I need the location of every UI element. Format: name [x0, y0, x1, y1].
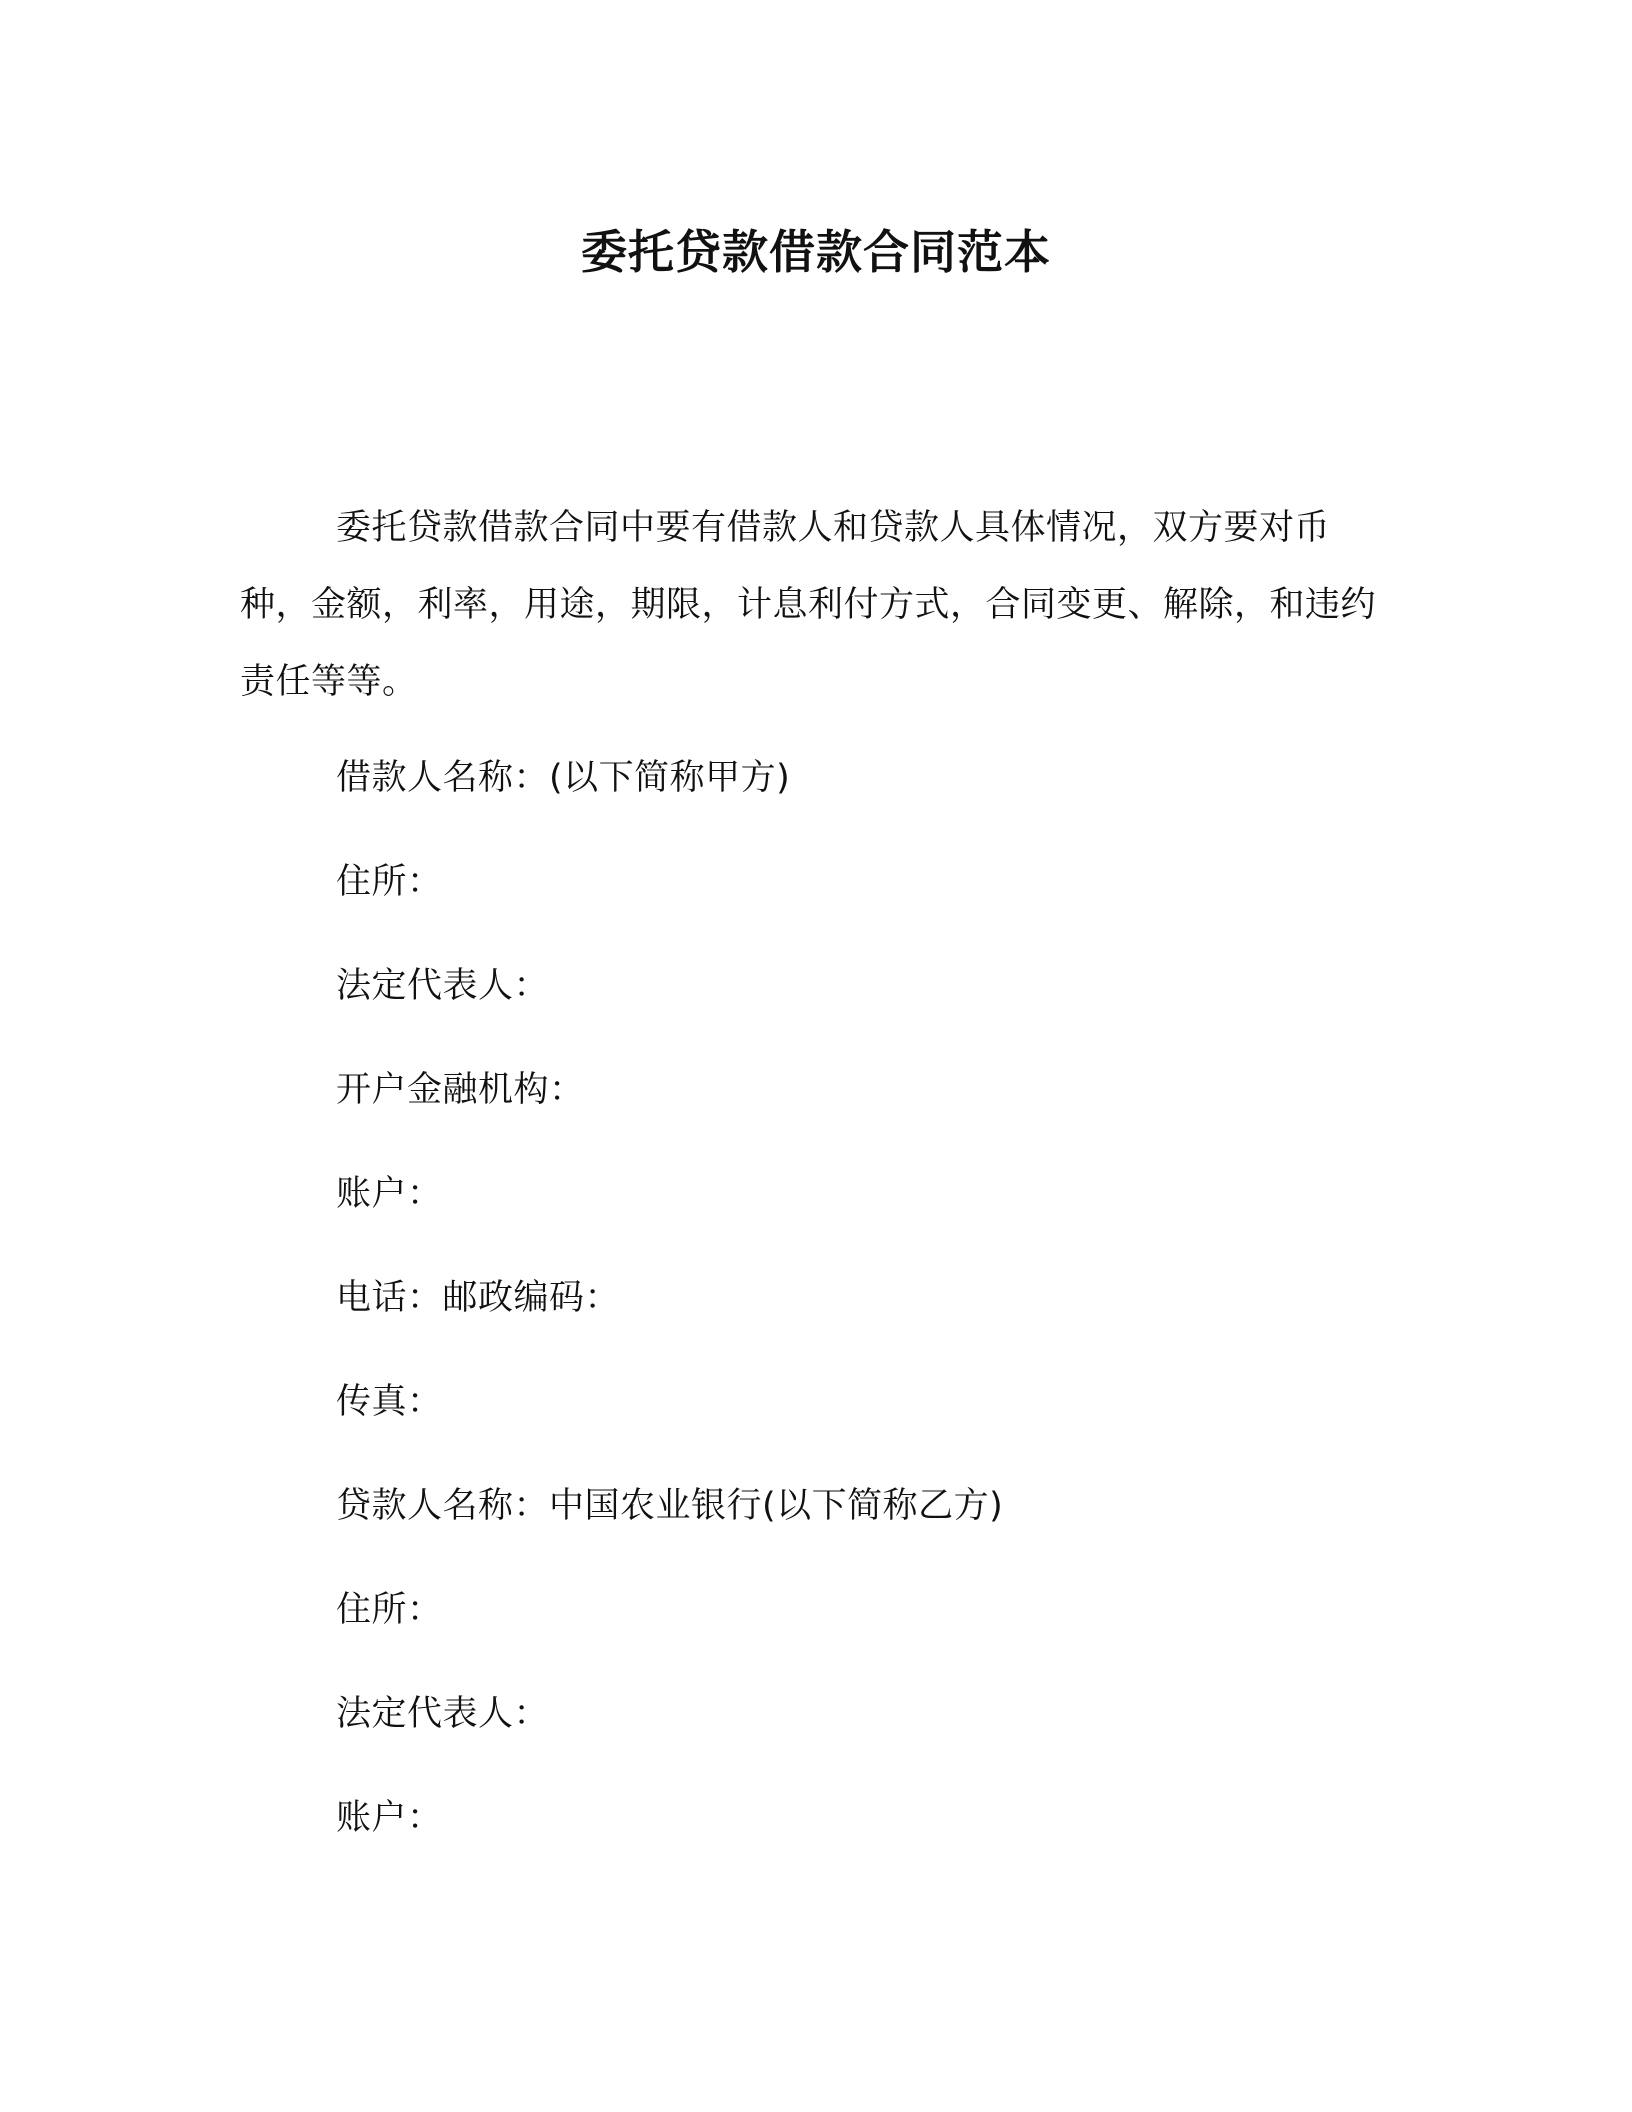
intro-paragraph: 委托贷款借款合同中要有借款人和贷款人具体情况，双方要对币种，金额，利率，用途，期限，计息利付方式，合同变更、解除，和违约责任等等。 — [240, 508, 1377, 702]
field-borrower-bank: 开户金融机构： — [336, 1070, 585, 1110]
field-lender-name: 贷款人名称：中国农业银行(以下简称乙方) — [336, 1486, 1004, 1526]
field-borrower-account: 账户： — [336, 1174, 443, 1214]
field-borrower-legal-rep: 法定代表人： — [336, 966, 550, 1006]
field-lender-address: 住所： — [336, 1590, 443, 1630]
party-fields-list — [336, 743, 1436, 1887]
field-lender-account: 账户： — [336, 1798, 443, 1838]
field-borrower-fax: 传真： — [336, 1382, 443, 1422]
field-borrower-phone-postcode: 电话：邮政编码： — [336, 1278, 621, 1318]
field-borrower-address: 住所： — [336, 862, 443, 902]
document-title: 委托贷款借款合同范本 — [581, 225, 1051, 279]
field-borrower-name: 借款人名称：(以下简称甲方) — [336, 758, 791, 798]
field-lender-legal-rep: 法定代表人： — [336, 1694, 550, 1734]
